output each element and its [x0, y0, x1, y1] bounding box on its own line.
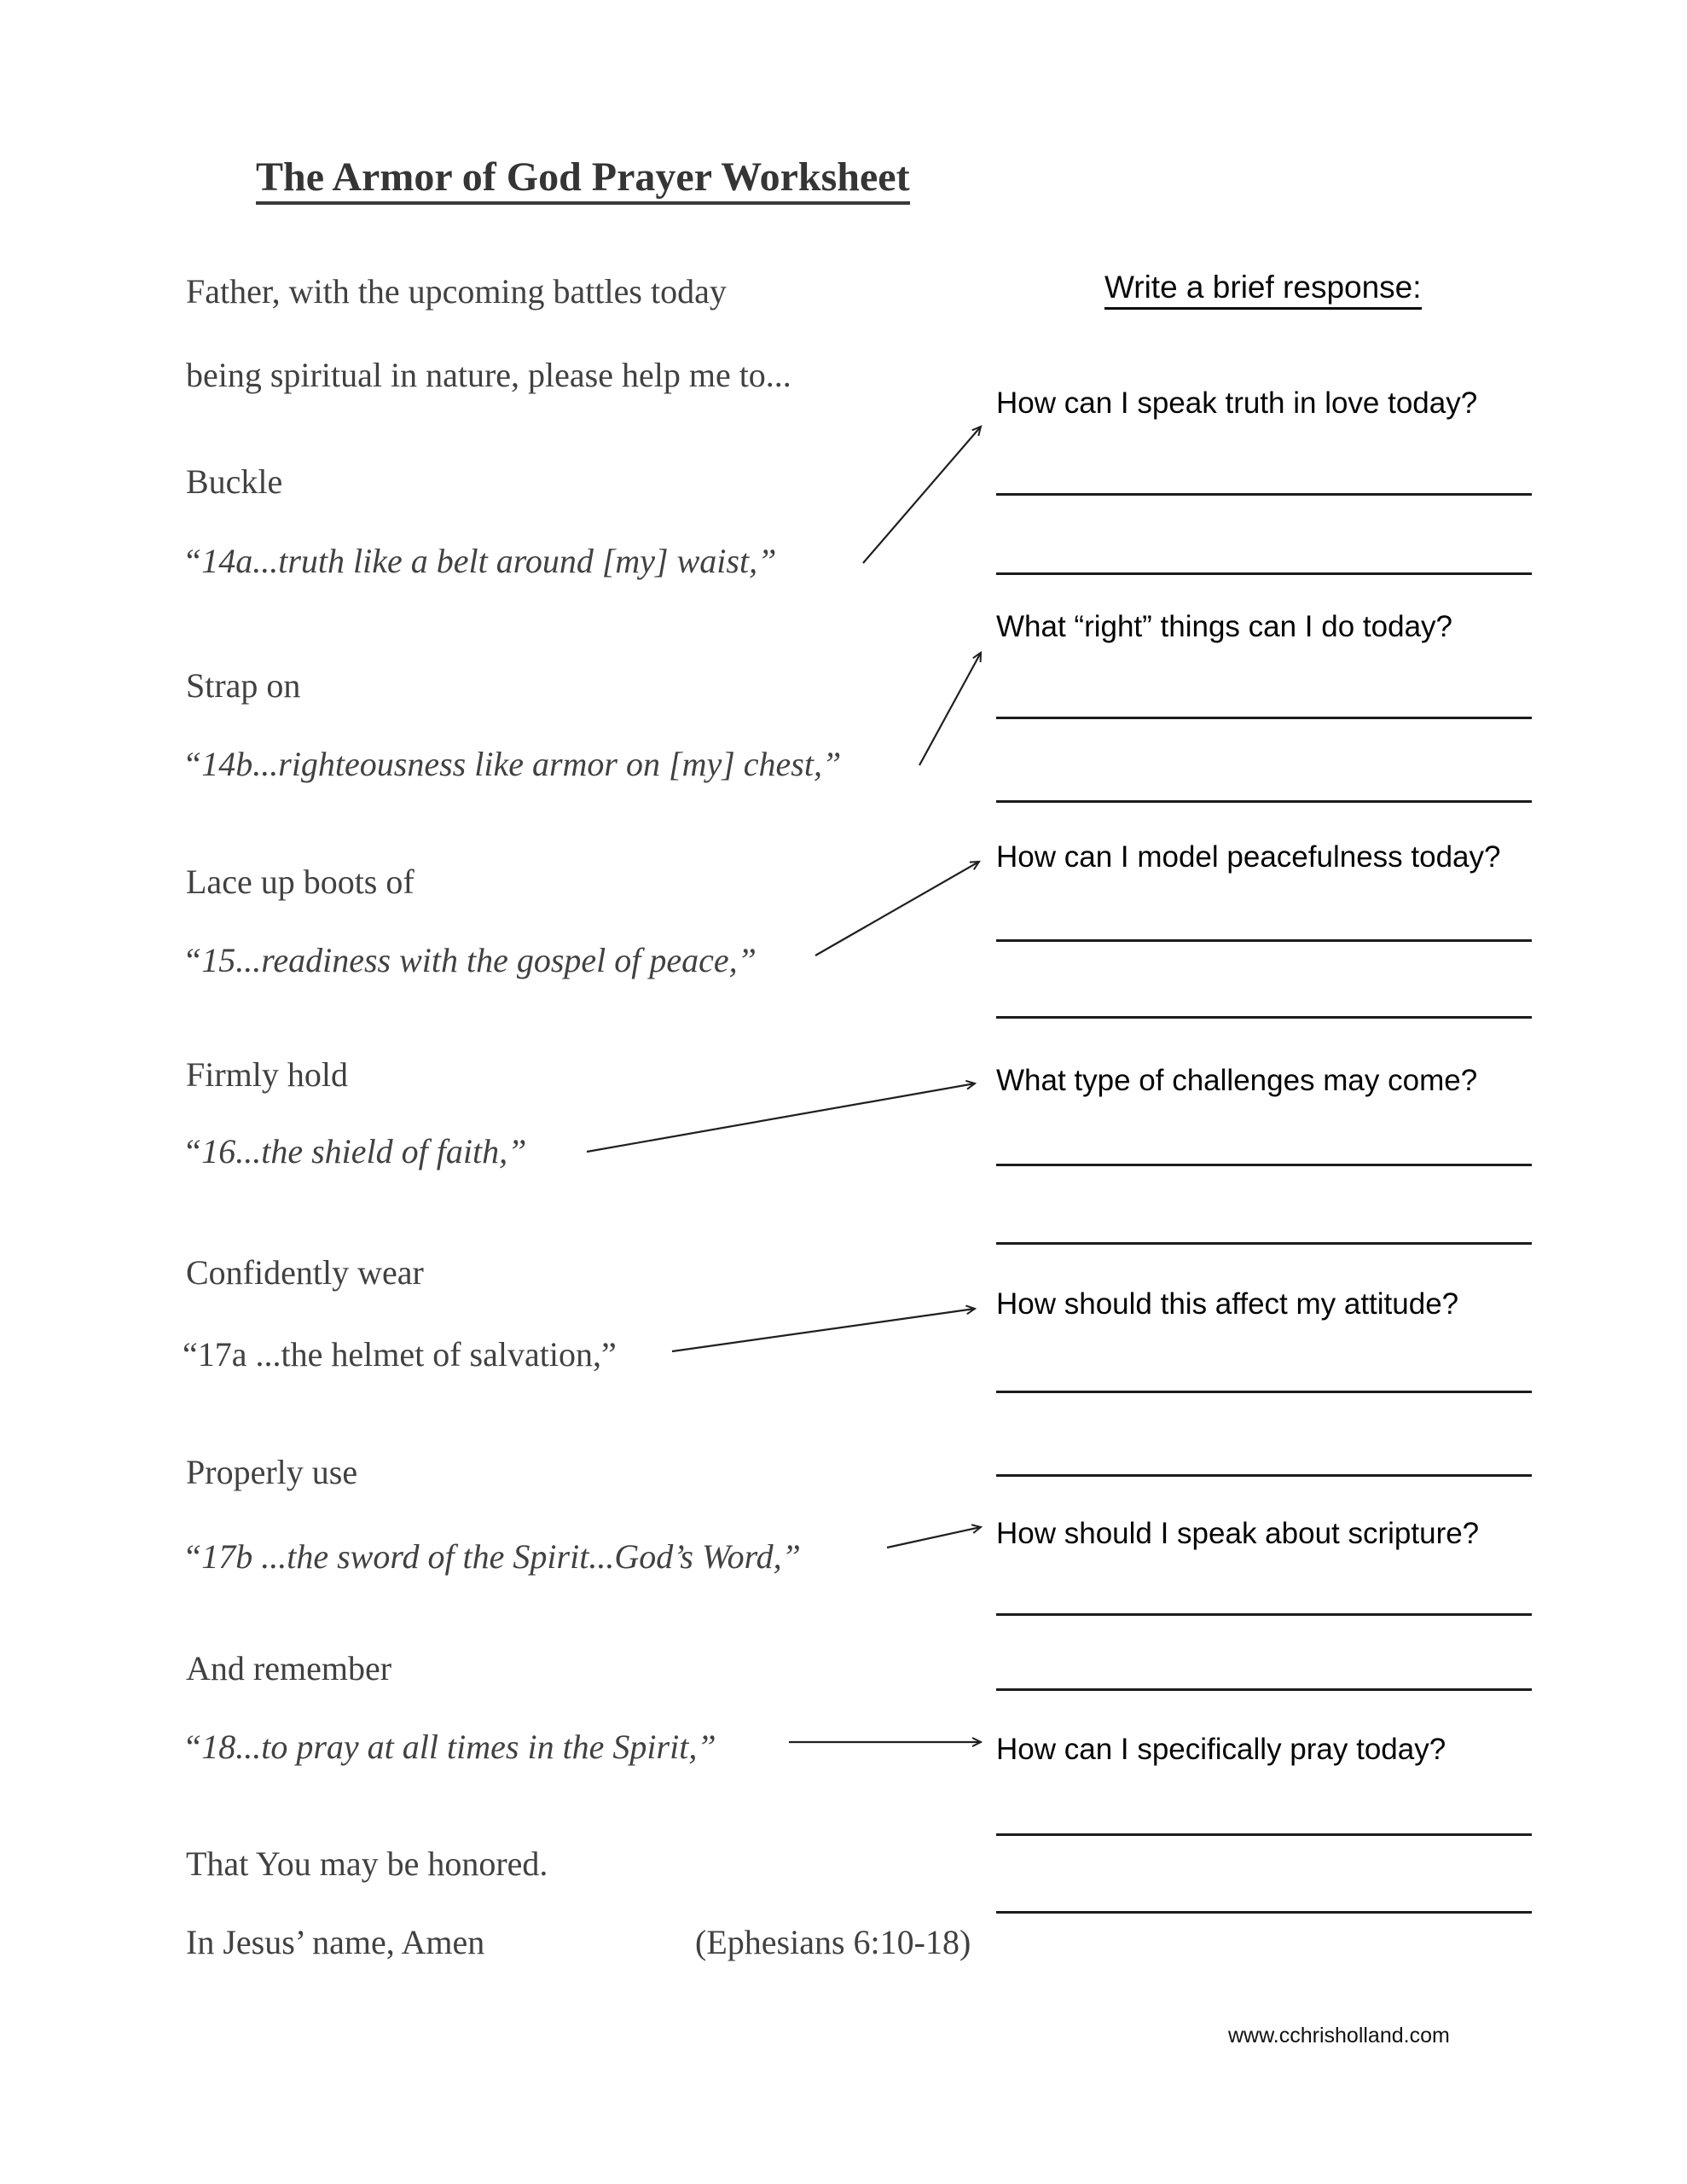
question-4: What type of challenges may come? — [996, 1064, 1478, 1097]
scripture-reference: (Ephesians 6:10-18) — [695, 1923, 971, 1961]
arrow-quote16-to-q4 — [587, 1083, 975, 1152]
response-line-q4-1[interactable] — [996, 1164, 1532, 1166]
question-5: How should this affect my attitude? — [996, 1287, 1459, 1321]
arrow-quote17a-to-q5 — [672, 1309, 975, 1351]
question-1: How can I speak truth in love today? — [996, 386, 1478, 420]
response-line-q1-2[interactable] — [996, 572, 1532, 575]
section-label-lace-up: Lace up boots of — [186, 863, 415, 901]
arrow-quote14b-to-q2 — [919, 653, 981, 765]
response-column-header: Write a brief response: — [1104, 270, 1422, 310]
question-2: What “right” things can I do today? — [996, 610, 1452, 643]
scripture-quote-14b: “14b...righteousness like armor on [my] chest,” — [183, 745, 842, 783]
response-line-q2-2[interactable] — [996, 800, 1532, 803]
website-url: www.cchrisholland.com — [1228, 2024, 1450, 2048]
scripture-quote-17b: “17b ...the sword of the Spirit...God’s Word,” — [183, 1537, 801, 1576]
closing-line-2: In Jesus’ name, Amen — [186, 1923, 485, 1961]
question-3: How can I model peacefulness today? — [996, 840, 1501, 874]
response-line-q6-1[interactable] — [996, 1613, 1532, 1616]
response-line-q2-1[interactable] — [996, 717, 1532, 719]
response-line-q5-1[interactable] — [996, 1391, 1532, 1393]
response-line-q4-2[interactable] — [996, 1242, 1532, 1245]
question-7: How can I specifically pray today? — [996, 1733, 1446, 1766]
response-line-q5-2[interactable] — [996, 1474, 1532, 1477]
scripture-quote-17a: “17a ...the helmet of salvation,” — [183, 1335, 617, 1374]
arrow-quote14a-to-q1 — [863, 427, 981, 563]
section-label-confidently-wear: Confidently wear — [186, 1253, 424, 1292]
scripture-quote-14a: “14a...truth like a belt around [my] waist,” — [183, 542, 777, 580]
question-6: How should I speak about scripture? — [996, 1517, 1480, 1550]
scripture-quote-15: “15...readiness with the gospel of peace,” — [183, 941, 757, 979]
arrow-quote15-to-q3 — [815, 862, 979, 956]
intro-line-2: being spiritual in nature, please help me to... — [186, 356, 791, 394]
intro-line-1: Father, with the upcoming battles today — [186, 272, 727, 311]
response-line-q3-1[interactable] — [996, 939, 1532, 942]
scripture-quote-18: “18...to pray at all times in the Spirit,” — [183, 1728, 716, 1766]
response-line-q7-1[interactable] — [996, 1833, 1532, 1836]
response-line-q6-2[interactable] — [996, 1688, 1532, 1691]
section-label-strap-on: Strap on — [186, 666, 301, 705]
response-line-q3-2[interactable] — [996, 1016, 1532, 1019]
arrow-quote17b-to-q6 — [887, 1527, 981, 1548]
closing-line-1: That You may be honored. — [186, 1844, 548, 1883]
section-label-firmly-hold: Firmly hold — [186, 1055, 349, 1094]
response-line-q7-2[interactable] — [996, 1911, 1532, 1914]
scripture-quote-16: “16...the shield of faith,” — [183, 1132, 527, 1170]
response-line-q1-1[interactable] — [996, 493, 1532, 496]
section-label-and-remember: And remember — [186, 1649, 392, 1687]
worksheet-title: The Armor of God Prayer Worksheet — [256, 154, 910, 205]
section-label-buckle: Buckle — [186, 462, 283, 501]
section-label-properly-use: Properly use — [186, 1453, 358, 1491]
